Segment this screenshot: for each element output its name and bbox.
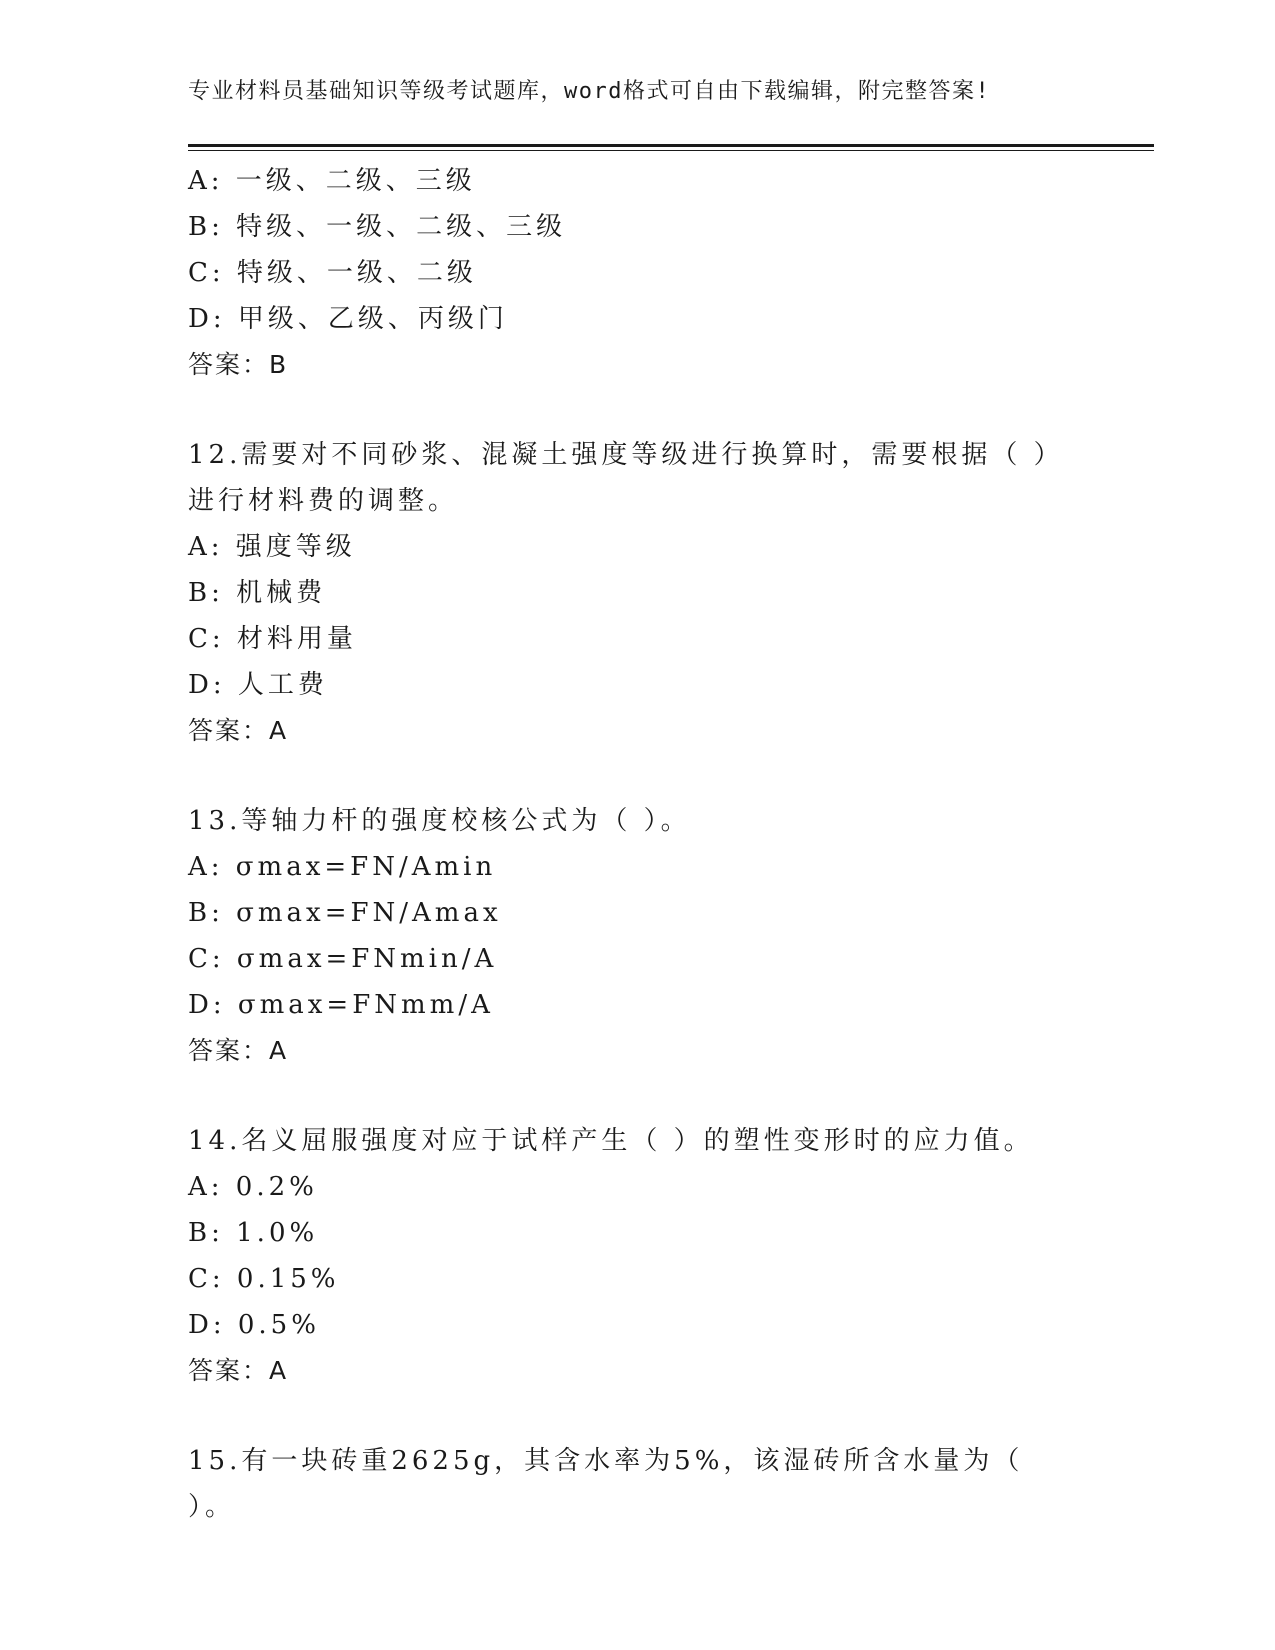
option-b: B: 1.0% [188, 1218, 319, 1248]
answer: 答案：A [188, 1036, 289, 1065]
option-d: D: 0.5% [188, 1310, 320, 1340]
option-d: D: 甲级、乙级、丙级门 [188, 304, 508, 334]
option-a: A: 强度等级 [188, 532, 356, 562]
question-14-text: 14.名义屈服强度对应于试样产生（ ）的塑性变形时的应力值。 [188, 1126, 1034, 1156]
option-a: A: 一级、二级、三级 [188, 166, 476, 196]
question-content [188, 158, 1088, 1530]
option-c: C: σmax=FNmin/A [188, 944, 498, 974]
header-rule-thick [188, 144, 1154, 147]
question-15-text: 15.有一块砖重2625g，其含水率为5%，该湿砖所含水量为（ ）。 [188, 1446, 1024, 1522]
option-c: C: 特级、一级、二级 [188, 258, 477, 288]
question-13-text: 13.等轴力杆的强度校核公式为（ ）。 [188, 806, 691, 836]
option-c: C: 材料用量 [188, 624, 357, 654]
answer: 答案：A [188, 716, 289, 745]
prev-question-block [188, 158, 1088, 388]
option-c: C: 0.15% [188, 1264, 340, 1294]
question-13-block [188, 798, 1088, 1074]
option-a: A: 0.2% [188, 1172, 318, 1202]
option-d: D: σmax=FNmm/A [188, 990, 494, 1020]
question-15-block [188, 1438, 1088, 1530]
option-b: B: 特级、一级、二级、三级 [188, 212, 567, 242]
question-14-block [188, 1118, 1088, 1394]
answer: 答案：A [188, 1356, 289, 1385]
page-header: 专业材料员基础知识等级考试题库，word格式可自由下载编辑，附完整答案! [188, 79, 991, 104]
question-12-text: 12.需要对不同砂浆、混凝土强度等级进行换算时，需要根据（ ）进行材料费的调整。 [188, 440, 1064, 516]
question-12-block [188, 432, 1088, 754]
option-a: A: σmax=FN/Amin [188, 852, 497, 882]
option-b: B: 机械费 [188, 578, 327, 608]
option-d: D: 人工费 [188, 670, 328, 700]
option-b: B: σmax=FN/Amax [188, 898, 502, 928]
answer: 答案：B [188, 350, 289, 379]
header-rule-thin [188, 150, 1154, 151]
